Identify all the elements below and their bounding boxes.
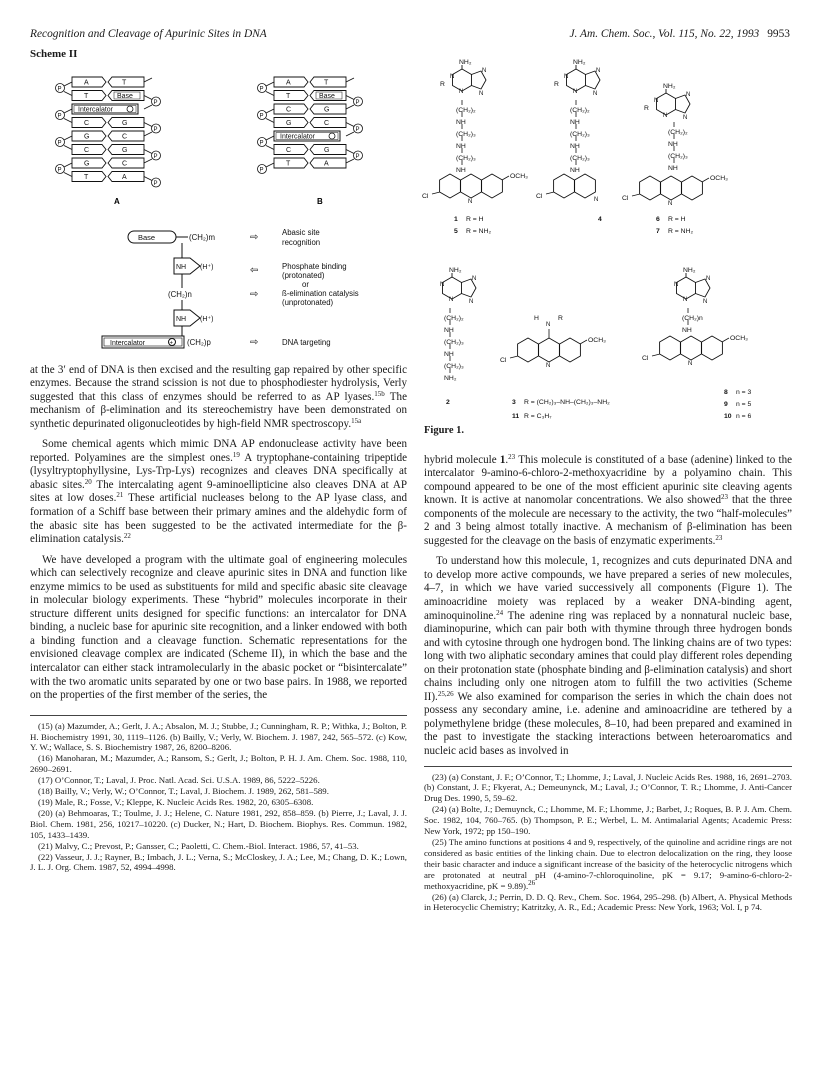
- svg-text:G: G: [286, 119, 292, 127]
- legend-l2d: ß-elimination catalysis: [282, 288, 359, 298]
- compound-8-substituent: n = 3: [736, 389, 752, 396]
- running-header: [30, 28, 790, 46]
- compound-3-structure: [500, 315, 610, 420]
- svg-text:A: A: [286, 79, 291, 87]
- compound-10-number: 10: [724, 413, 732, 420]
- footnote-15: (15) (a) Mazumder, A.; Gerlt, J. A.; Absalon, M. J.; Stubbe, J.; Cunningham, R. P.; Withka, J.; Bolton, P. H. Biochemistry 1991, 30, 1119–1126. (b) Bailly, V.; Verly, W. Biochem. J. 1987, 242, 565–572. (c) Kow, Y. W.; Wallace, S. S. Biochemistry 1987, 26, 8200–8206.: [30, 720, 407, 753]
- svg-text:NH₂: NH₂: [444, 375, 457, 382]
- svg-text:R: R: [440, 81, 445, 88]
- compound-4-structure: [536, 59, 602, 223]
- svg-text:NH: NH: [682, 327, 692, 334]
- footnote-22: (22) Vasseur, J. J.; Rayner, B.; Imbach, J. L.; Verna, S.; McCloskey, J. A.; Lee, M.; Chang, D. K.; Lown, J. L. J. Org. Chem. 1987, 52, 4994–4998.: [30, 851, 407, 873]
- footnotes-left: [30, 715, 407, 874]
- svg-text:N: N: [594, 197, 599, 203]
- legend-nh-2: NH: [176, 315, 187, 323]
- svg-text:Cl: Cl: [622, 195, 629, 202]
- compound-2-number: 2: [446, 399, 450, 406]
- right-column: [424, 48, 792, 913]
- svg-text:⇨: ⇨: [250, 231, 259, 243]
- svg-text:N: N: [683, 115, 688, 121]
- footnote-18: (18) Bailly, V.; Verly, W.; O’Connor, T.; Laval, J. Biochem. J. 1989, 262, 581–589.: [38, 786, 329, 797]
- svg-text:P: P: [57, 86, 62, 93]
- compound-3-substituent: R = (CH₂)₃–NH–(CH₂)₃–NH₂: [524, 399, 610, 406]
- legend-l3: DNA targeting: [282, 337, 331, 347]
- svg-text:C: C: [84, 146, 90, 154]
- svg-text:N: N: [482, 68, 487, 74]
- svg-text:+: +: [169, 340, 174, 347]
- compound-7-substituent: R = NH₂: [668, 228, 694, 235]
- svg-text:Base: Base: [117, 92, 133, 100]
- svg-text:N: N: [573, 89, 578, 95]
- svg-text:P: P: [355, 99, 360, 106]
- svg-text:Cl: Cl: [642, 355, 649, 362]
- svg-text:Base: Base: [319, 92, 335, 100]
- svg-text:NH: NH: [570, 119, 580, 126]
- footnote-19: (19) Male, R.; Fosse, V.; Kleppe, K. Nucleic Acids Res. 1982, 20, 6305–6308.: [38, 797, 314, 808]
- svg-text:P: P: [153, 99, 158, 106]
- journal-citation: J. Am. Chem. Soc., Vol. 115, No. 22, 1993 9953: [569, 28, 790, 40]
- footnote-21: (21) Malvy, C.; Prevost, P.; Gansser, C.; Paoletti, C. Chem.-Biol. Interact. 1986, 57, 41–53.: [38, 840, 359, 851]
- svg-text:N: N: [706, 276, 711, 282]
- svg-text:N: N: [469, 299, 474, 305]
- svg-text:G: G: [122, 146, 128, 154]
- compound-8-structure: [642, 267, 752, 420]
- left-paragraph-2: Some chemical agents which mimic DNA AP endonuclease activity have been reported. Polyamines are the simplest ones.$^{19}$ A tryptophane-containing tripeptide (lysyltryptophyllysine, Lys-Trp-Lys) recognizes and cleaves DNA specifically at abasic sites.$^{20}$ The intercalating agent 9-aminoellipticine also cleaves DNA at AP sites at low doses.$^{21}$ These artificial nucleases belong to the AP lyase class, and formation of a Schiff base between their primary amines and the aldehydic form of the abasic site has been suggested to be the activated intermediate for the β-elimination catalysis.$^{22}$: [30, 438, 407, 546]
- svg-text:OCH₃: OCH₃: [510, 173, 528, 180]
- svg-text:N: N: [459, 89, 464, 95]
- svg-text:(CH₂)₂: (CH₂)₂: [668, 129, 688, 136]
- svg-text:NH: NH: [456, 143, 466, 150]
- legend-nh-1: NH: [176, 263, 187, 271]
- svg-text:⇨: ⇨: [250, 288, 259, 300]
- compound-10-substituent: n = 6: [736, 413, 752, 420]
- panel-b-pair-6: [258, 158, 355, 174]
- legend-ch2p: (CH₂)p: [187, 337, 211, 347]
- compound-5-number: 5: [454, 228, 458, 235]
- svg-text:P: P: [153, 153, 158, 160]
- svg-text:P: P: [355, 153, 360, 160]
- svg-text:OCH₃: OCH₃: [710, 175, 728, 182]
- legend-l2a: Phosphate binding: [282, 261, 347, 271]
- legend-l1b: recognition: [282, 237, 321, 247]
- intercalator-label: Intercalator: [280, 133, 316, 141]
- svg-text:NH: NH: [668, 141, 678, 148]
- svg-text:T: T: [122, 79, 127, 87]
- compound-9-substituent: n = 5: [736, 401, 752, 408]
- svg-text:R: R: [554, 81, 559, 88]
- svg-text:R: R: [644, 105, 649, 112]
- svg-text:NH₂: NH₂: [683, 267, 696, 274]
- svg-text:(CH₂)₂: (CH₂)₂: [444, 315, 464, 322]
- svg-text:N: N: [472, 276, 477, 282]
- svg-text:T: T: [84, 173, 89, 181]
- footnote-24: (24) (a) Bolte, J.; Demuynck, C.; Lhomme, M. F.; Lhomme, J.; Barbet, J.; Roques, B. P. J. Am. Chem. Soc. 1982, 104, 760–765. (b) Thompson, P. E.; Werbel, L. M. Antimalarial Agents; Academic Press: New York, 1972; pp 150–190.: [424, 804, 792, 837]
- svg-text:Cl: Cl: [536, 193, 543, 200]
- compound-6-number: 6: [656, 216, 660, 223]
- svg-text:N: N: [674, 282, 679, 288]
- legend-l2b: (protonated): [282, 270, 325, 280]
- page-number: 9953: [767, 28, 790, 40]
- svg-text:Cl: Cl: [500, 357, 507, 364]
- svg-text:NH: NH: [444, 327, 454, 334]
- left-paragraph-3: We have developed a program with the ultimate goal of engineering molecules which can selectively recognize and cleave apurinic sites in DNA and function like enzyme mimics to be used as substituents for mild and specific abasic site cleavage in molecular biology experiments. These “hybrid” molecules incorporate in their structure different units designed for specific functions: an intercalator for DNA binding, a nucleic base for apurinic site recognition, and a linker endowed with both a binding function and a cleavage function. Schematic representations for the envisioned cleavage complex are indicated (Scheme II), in which the base and the intercalator can either stack intramolecularly in the abasic pocket or “bisintercalate” with the two aromatic units separated by one or two base pairs. In 1988, we reported on the properties of the first member of the series, the: [30, 553, 407, 702]
- right-paragraph-2: To understand how this molecule, 1, recognizes and cuts depurinated DNA and to develop more active compounds, we have prepared a series of new molecules, 4–7, in which we have varied successively all components (Figure 1). The aminoacridine moiety was replaced by a weaker DNA-binding agent, aminoquinoline.$^{24}$ The adenine ring was replaced by a nonnatural nucleic base, diaminopurine, which can pair both with thymine through three hydrogen bonds and with cytosine through one hydrogen bond. The linking chains are of two types: long with two aliphatic secondary amines that could play different roles depending on their protonation state (phosphate binding and β-elimination catalysis) and short chains including only one nitrogen atom to fulfill the two activities (Scheme II).$^{25,26}$ We also examined for comparison the series in which the chain does not possess any secondary amine, i.e. adenine and aminoacridine are tethered by a polymethylene bridge (these molecules, 8–10, had been prepared and examined in the past to investigate the stacking interactions between heteroaromatics and nucleic acid bases as involved in: [424, 555, 792, 758]
- svg-text:N: N: [546, 322, 551, 328]
- svg-text:G: G: [84, 160, 90, 168]
- panel-a-label: A: [114, 196, 120, 206]
- svg-text:(CH₂)₃: (CH₂)₃: [570, 155, 590, 162]
- svg-text:G: G: [324, 106, 330, 114]
- left-paragraph-1: at the 3′ end of DNA is then excised and the resulting gap repaired by other specific enzymes. Because the strand scission is not due to phosphodiester hydrolysis, Verly suggested that this class of enzymes should be referred to as AP lyases.$^{15b}$ The mechanism of β-elimination and its stereochemistry have been demonstrated on synthetic depurinated oligonucleotides by high-field NMR spectroscopy.$^{15a}$: [30, 363, 407, 430]
- figure-1-structures: [424, 48, 792, 420]
- svg-text:H: H: [534, 315, 539, 322]
- compound-5-substituent: R = NH₂: [466, 228, 492, 235]
- svg-text:T: T: [324, 79, 329, 87]
- legend-hplus-2: (H⁺): [200, 315, 214, 323]
- svg-text:⇨: ⇨: [250, 336, 259, 348]
- footnote-26: (26) (a) Clarck, J.; Perrin, D. D. Q. Rev., Chem. Soc. 1964, 295–298. (b) Albert, A. Physical Methods in Heterocyclic Chemistry; Katritzky, A. R., Ed.; Academic Press: New York, 1963; Vol. I, p 74.: [424, 891, 792, 913]
- svg-text:N: N: [668, 201, 673, 207]
- scheme-ii-diagram: [30, 66, 407, 356]
- compound-4-number: 4: [598, 216, 602, 223]
- svg-text:P: P: [57, 140, 62, 147]
- compound-1-substituent: R = H: [466, 216, 484, 223]
- svg-text:(CH₂)₃: (CH₂)₃: [668, 153, 688, 160]
- svg-text:C: C: [286, 146, 292, 154]
- svg-text:G: G: [84, 133, 90, 141]
- compound-7-number: 7: [656, 228, 660, 235]
- compound-6-substituent: R = H: [668, 216, 686, 223]
- svg-text:NH: NH: [444, 351, 454, 358]
- svg-text:NH: NH: [570, 143, 580, 150]
- svg-text:N: N: [703, 299, 708, 305]
- compound-1-number: 1: [454, 216, 458, 223]
- svg-text:P: P: [259, 113, 264, 120]
- svg-text:T: T: [286, 160, 291, 168]
- svg-text:A: A: [122, 173, 127, 181]
- svg-text:N: N: [440, 282, 445, 288]
- legend-l2e: (unprotonated): [282, 297, 334, 307]
- footnotes-right: [424, 766, 792, 914]
- svg-text:P: P: [259, 86, 264, 93]
- scheme-legend: [102, 228, 359, 348]
- svg-text:N: N: [663, 113, 668, 119]
- svg-text:NH₂: NH₂: [573, 59, 586, 66]
- svg-text:(CH₂)n: (CH₂)n: [682, 315, 703, 322]
- svg-text:⇦: ⇦: [250, 264, 259, 276]
- scheme-panel-a: [56, 77, 161, 187]
- compound-2-structure: [440, 267, 476, 406]
- legend-l1a: Abasic site: [282, 227, 320, 237]
- svg-text:(CH₂)₃: (CH₂)₃: [444, 363, 464, 370]
- compound-3-number: 3: [512, 399, 516, 406]
- svg-text:(CH₂)₂: (CH₂)₂: [456, 107, 476, 114]
- legend-l2c: or: [302, 279, 309, 289]
- footnote-25: (25) The amino functions at positions 4 and 9, respectively, of the quinoline and acridine rings are not considered as basic entities of the linking chain. Due to electron delocalization on the ring, they loose their basic character and induce a significant increase of the basicity of the heterocyclic nitrogens which are protonated at neutral pH (4-amino-7-chloroquinoline, pK = 9.17; 9-amino-6-chloro-2-methoxyacridine, pK = 9.89).$^{26}$: [424, 837, 792, 891]
- svg-text:N: N: [593, 91, 598, 97]
- svg-text:NH: NH: [570, 167, 580, 174]
- svg-text:N: N: [564, 74, 569, 80]
- svg-text:N: N: [596, 68, 601, 74]
- right-paragraph-1: hybrid molecule 1.23 This molecule is constituted of a base (adenine) linked to the intercalator 9-amino-6-chloro-2-methoxyacridine by a polyamino chain. This compound appeared to be one of the most efficient apurinic site cleaving agents known. It is active at nanomolar concentrations. We also showed$^{23}$ that the three components of the molecule are necessary to the activity, the two “half-molecules” 2 and 3 being almost totally inactive. A mechanism of β-elimination has been suggested for the cleavage on the basis of enzymatic experiments.$^{23}$: [424, 452, 793, 547]
- svg-text:A: A: [324, 160, 329, 168]
- svg-text:NH: NH: [668, 165, 678, 172]
- svg-text:OCH₃: OCH₃: [588, 337, 606, 344]
- svg-text:N: N: [479, 91, 484, 97]
- svg-text:C: C: [122, 133, 128, 141]
- svg-text:T: T: [286, 92, 291, 100]
- svg-text:(CH₂)₂: (CH₂)₂: [570, 107, 590, 114]
- legend-ch2n: (CH₂)n: [168, 289, 192, 299]
- svg-text:N: N: [688, 361, 693, 367]
- svg-text:P: P: [153, 180, 158, 187]
- svg-text:N: N: [686, 92, 691, 98]
- svg-text:(CH₂)₃: (CH₂)₃: [456, 155, 476, 162]
- svg-text:C: C: [122, 160, 128, 168]
- legend-intercalator-box: Intercalator: [110, 339, 146, 347]
- svg-text:NH₂: NH₂: [449, 267, 462, 274]
- svg-text:P: P: [57, 113, 62, 120]
- legend-hplus-1: (H⁺): [200, 263, 214, 271]
- svg-text:(CH₂)₃: (CH₂)₃: [444, 339, 464, 346]
- svg-text:G: G: [324, 146, 330, 154]
- svg-text:NH: NH: [456, 119, 466, 126]
- svg-text:N: N: [654, 98, 659, 104]
- scheme-panel-b: [258, 77, 363, 174]
- svg-text:C: C: [324, 119, 330, 127]
- left-column: [30, 48, 407, 873]
- compound-9-number: 9: [724, 401, 728, 408]
- compound-6-structure: [622, 83, 728, 235]
- legend-ch2m: (CH₂)m: [189, 232, 215, 242]
- intercalator-label: Intercalator: [78, 106, 114, 114]
- svg-text:N: N: [450, 74, 455, 80]
- footnote-23: (23) (a) Constant, J. F.; O’Connor, T.; Lhomme, J.; Laval, J. Nucleic Acids Res. 1988, 16, 2691–2703. (b) Constant, J. F.; Fkyerat, A.; Demeunynck, M.; Laval, J.; O’Connor, T. R.; Lhomme, J. Anti-Cancer Drug Des. 1990, 5, 59–62.: [424, 771, 792, 804]
- compound-8-number: 8: [724, 389, 728, 396]
- footnote-20: (20) (a) Behmoaras, T.; Toulme, J. J.; Helene, C. Nature 1981, 292, 858–859. (b) Pierre, J.; Laval, J. J. Biol. Chem. 1981, 256, 10217–10220. (c) Ducker, N.; Hart, D. Biochem. Biophys. Res. Commun. 1982, 105, 1433–1439.: [30, 807, 407, 840]
- running-title: Recognition and Cleavage of Apurinic Sites in DNA: [30, 28, 267, 40]
- svg-text:T: T: [84, 92, 89, 100]
- svg-text:NH₂: NH₂: [459, 59, 472, 66]
- svg-text:NH: NH: [456, 167, 466, 174]
- svg-text:N: N: [683, 297, 688, 303]
- svg-text:R: R: [558, 315, 563, 322]
- panel-b-label: B: [317, 196, 323, 206]
- svg-text:P: P: [355, 126, 360, 133]
- svg-text:C: C: [286, 106, 292, 114]
- svg-text:(CH₂)₃: (CH₂)₃: [570, 131, 590, 138]
- svg-text:P: P: [57, 167, 62, 174]
- footnote-17: (17) O’Connor, T.; Laval, J. Proc. Natl. Acad. Sci. U.S.A. 1989, 86, 5222–5226.: [38, 775, 320, 786]
- panel-a-pair-7: [64, 171, 161, 187]
- compound-1-structure: [422, 59, 528, 235]
- svg-text:N: N: [468, 199, 473, 205]
- svg-text:P: P: [259, 140, 264, 147]
- svg-text:A: A: [84, 79, 89, 87]
- compound-11-substituent: R = C₃H₇: [524, 413, 552, 420]
- figure-caption: Figure 1.: [424, 425, 465, 436]
- svg-text:NH₂: NH₂: [663, 83, 676, 90]
- legend-base-box: Base: [138, 232, 156, 242]
- scheme-title: Scheme II: [30, 48, 78, 60]
- footnote-16: (16) Manoharan, M.; Mazumder, A.; Ransom, S.; Gerlt, J.; Bolton, P. H. J. Am. Chem. Soc. 1988, 110, 2690–2691.: [30, 753, 407, 775]
- svg-text:(CH₂)₃: (CH₂)₃: [456, 131, 476, 138]
- svg-text:OCH₃: OCH₃: [730, 335, 748, 342]
- svg-text:N: N: [449, 297, 454, 303]
- svg-text:G: G: [122, 119, 128, 127]
- svg-text:C: C: [84, 119, 90, 127]
- svg-text:N: N: [546, 363, 551, 369]
- svg-text:Cl: Cl: [422, 193, 429, 200]
- svg-text:P: P: [259, 167, 264, 174]
- svg-text:P: P: [153, 126, 158, 133]
- compound-11-number: 11: [512, 413, 520, 420]
